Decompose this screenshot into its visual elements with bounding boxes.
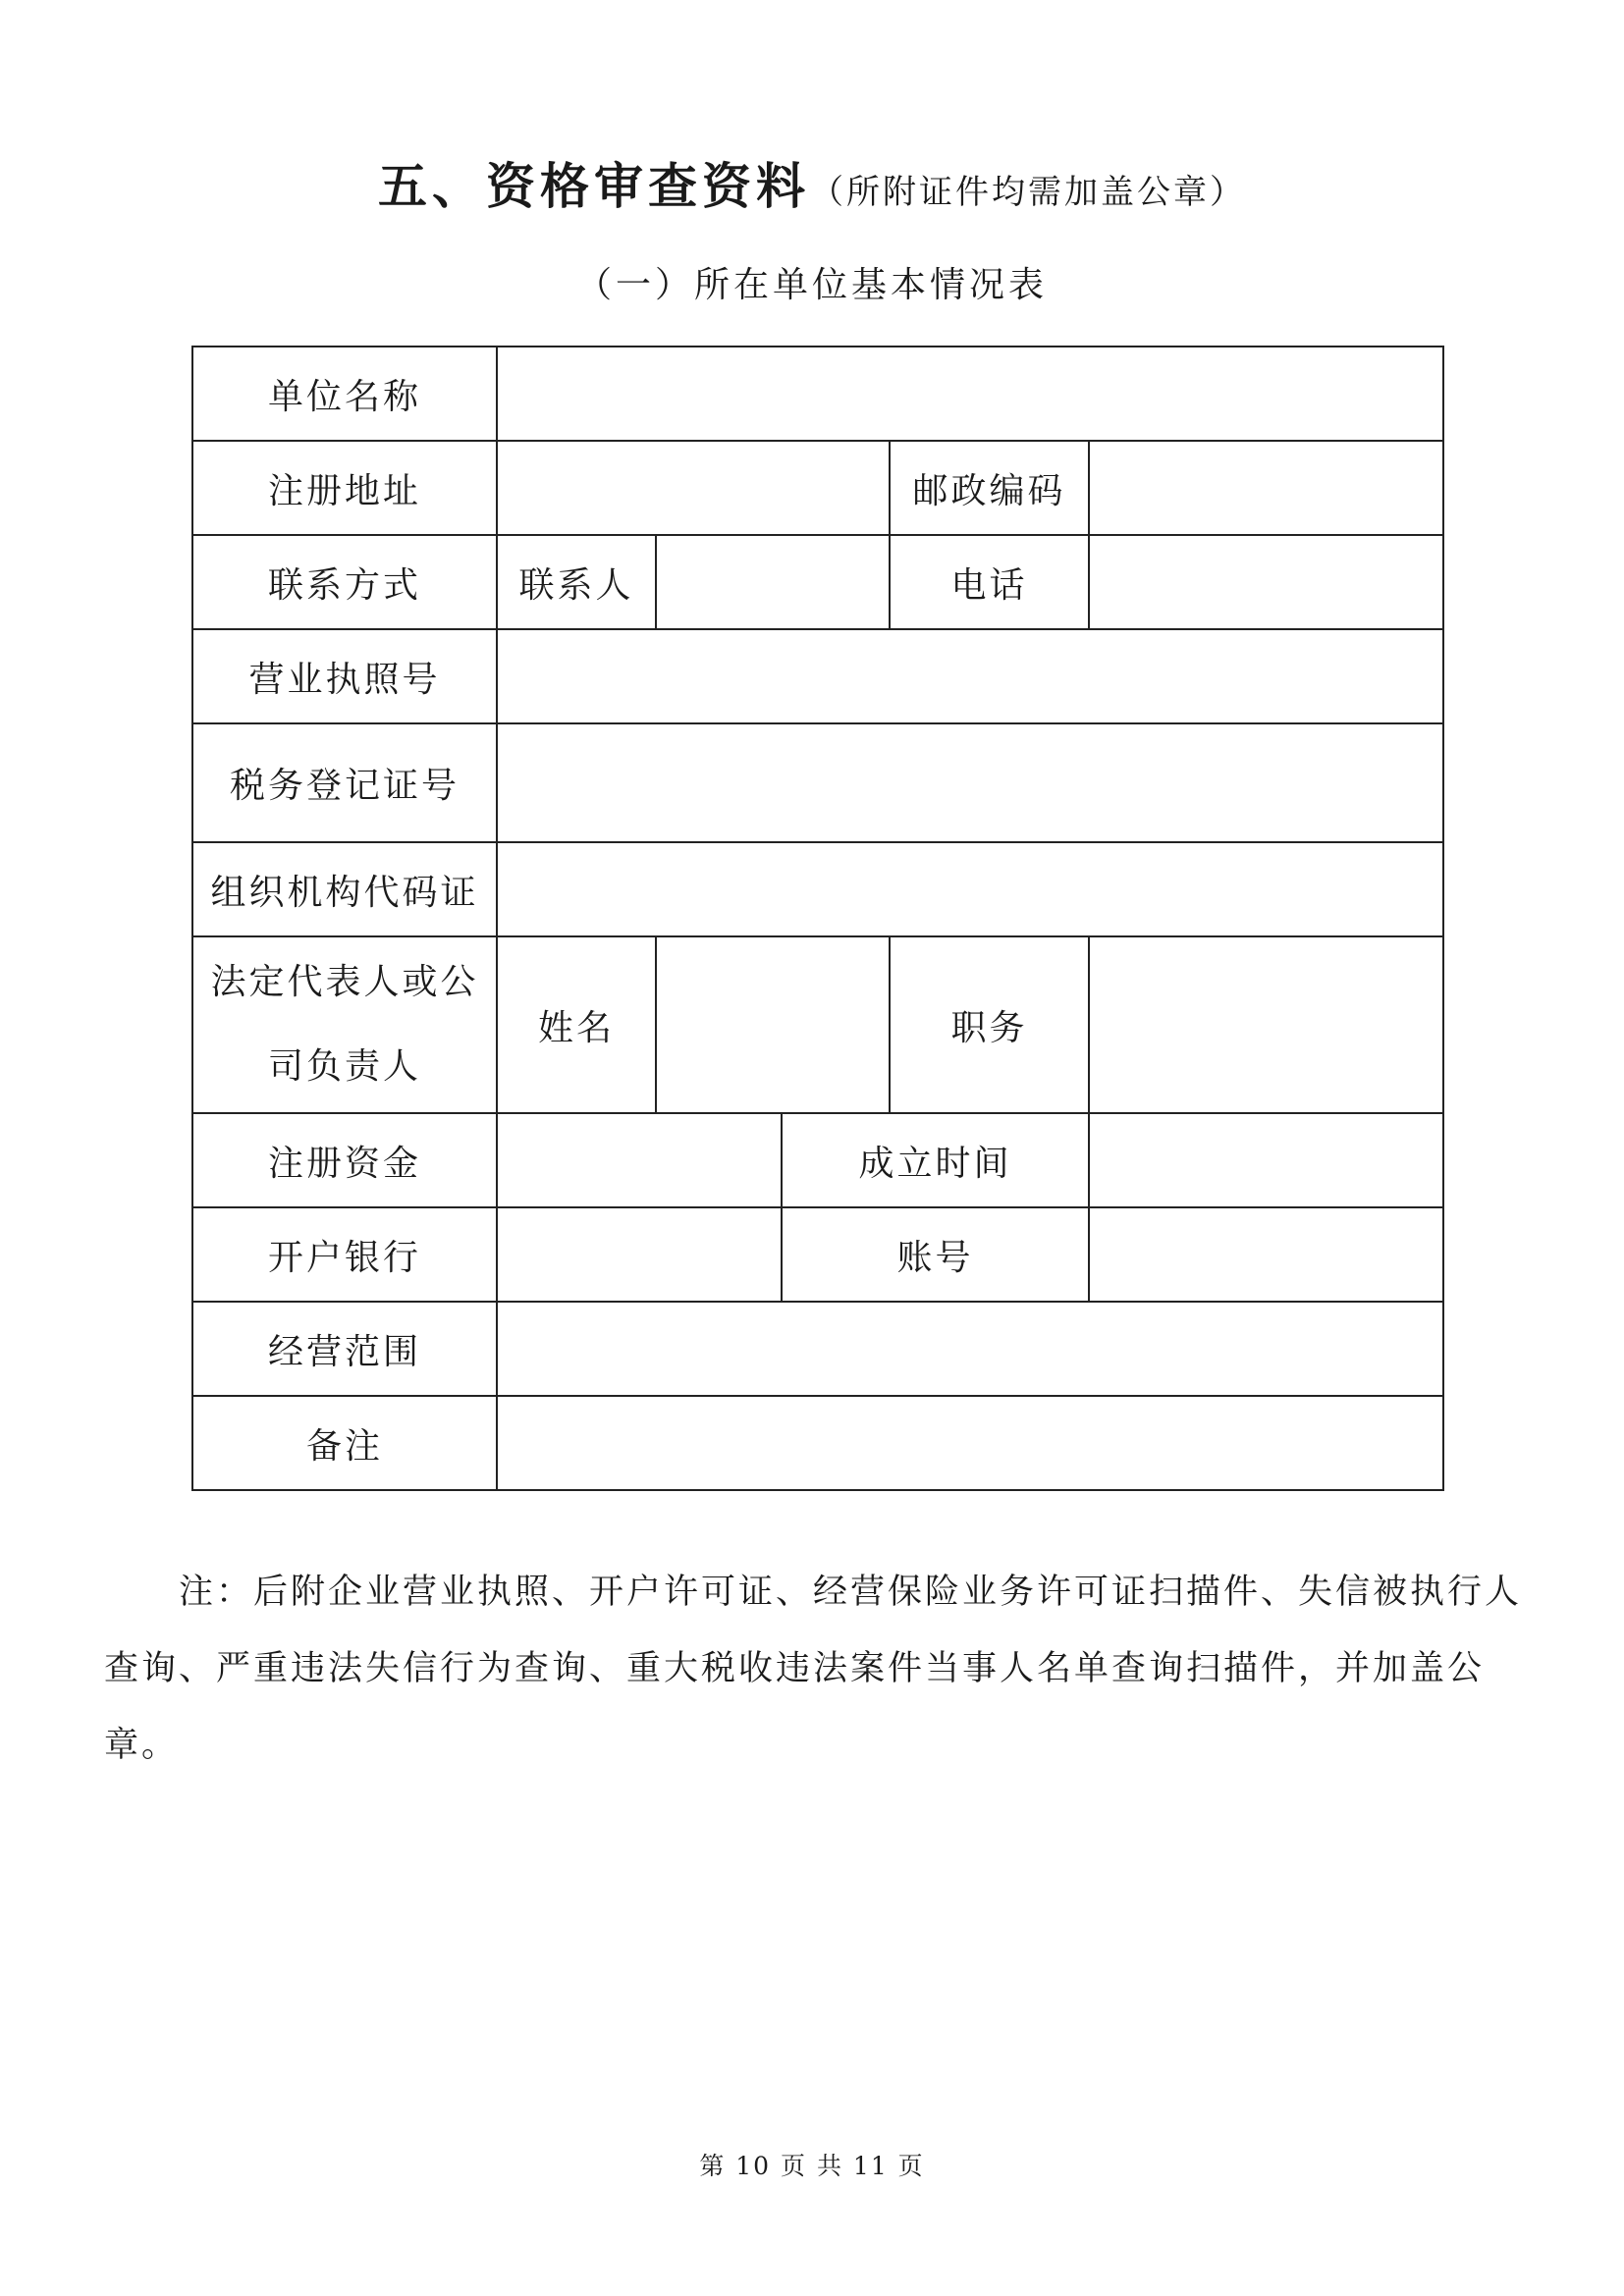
attachment-note: 注：后附企业营业执照、开户许可证、经营保险业务许可证扫描件、失信被执行人查询、严重违法失信行为查询、重大税收违法案件当事人名单查询扫描件，并加盖公章。 <box>104 1573 1523 1765</box>
position-field[interactable] <box>1089 936 1443 1113</box>
bank-label: 开户银行 <box>192 1207 497 1302</box>
page-number: 第 10 页 共 11 页 <box>699 2152 925 2180</box>
table-row <box>192 1207 1443 1302</box>
reg-address-field[interactable] <box>497 441 890 535</box>
name-label: 姓名 <box>497 936 656 1113</box>
org-code-label: 组织机构代码证 <box>192 842 497 936</box>
established-label: 成立时间 <box>782 1113 1089 1207</box>
table-row <box>192 723 1443 842</box>
phone-label: 电话 <box>890 535 1089 629</box>
org-code-field[interactable] <box>497 842 1443 936</box>
table-title: （一）所在单位基本情况表 <box>575 265 1048 305</box>
contact-person-field[interactable] <box>656 535 890 629</box>
contact-method-label: 联系方式 <box>192 535 497 629</box>
business-scope-label: 经营范围 <box>192 1302 497 1396</box>
section-title-main: 五、资格审查资料 <box>378 158 810 215</box>
business-license-label: 营业执照号 <box>192 629 497 723</box>
tax-registration-label: 税务登记证号 <box>192 723 497 842</box>
reg-capital-field[interactable] <box>497 1113 782 1207</box>
phone-field[interactable] <box>1089 535 1443 629</box>
account-label: 账号 <box>782 1207 1089 1302</box>
reg-address-label: 注册地址 <box>192 441 497 535</box>
postal-code-label: 邮政编码 <box>890 441 1089 535</box>
business-license-field[interactable] <box>497 629 1443 723</box>
section-title-note: （所附证件均需加盖公章） <box>810 173 1246 212</box>
unit-info-table <box>191 346 1444 1491</box>
table-row <box>192 629 1443 723</box>
table-row <box>192 441 1443 535</box>
unit-name-label: 单位名称 <box>192 347 497 441</box>
remarks-field[interactable] <box>497 1396 1443 1490</box>
table-row <box>192 1302 1443 1396</box>
contact-person-label: 联系人 <box>497 535 656 629</box>
reg-capital-label: 注册资金 <box>192 1113 497 1207</box>
table-row <box>192 1113 1443 1207</box>
name-field[interactable] <box>656 936 890 1113</box>
business-scope-field[interactable] <box>497 1302 1443 1396</box>
table-row <box>192 1396 1443 1490</box>
tax-registration-field[interactable] <box>497 723 1443 842</box>
position-label: 职务 <box>890 936 1089 1113</box>
postal-code-field[interactable] <box>1089 441 1443 535</box>
remarks-label: 备注 <box>192 1396 497 1490</box>
section-title <box>0 147 1624 218</box>
unit-name-field[interactable] <box>497 347 1443 441</box>
table-row <box>192 535 1443 629</box>
table-row <box>192 842 1443 936</box>
established-field[interactable] <box>1089 1113 1443 1207</box>
table-row <box>192 936 1443 1113</box>
legal-rep-label: 法定代表人或公司负责人 <box>192 936 497 1113</box>
account-field[interactable] <box>1089 1207 1443 1302</box>
table-row <box>192 347 1443 441</box>
bank-field[interactable] <box>497 1207 782 1302</box>
